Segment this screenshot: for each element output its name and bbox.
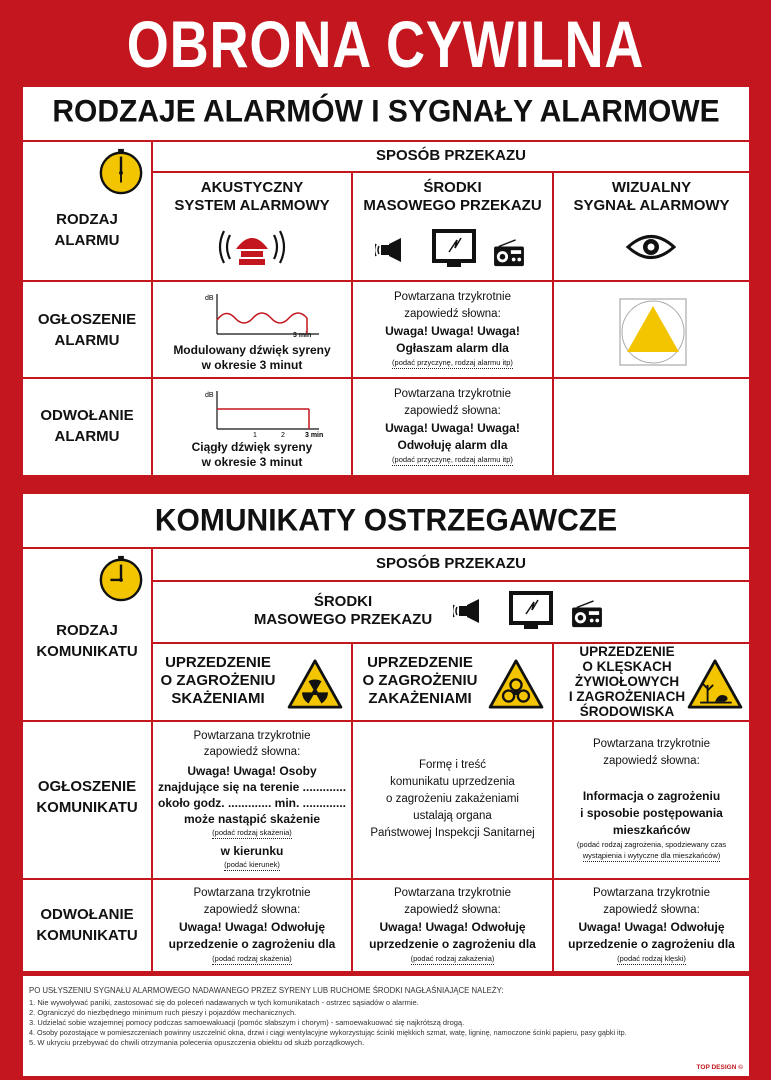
graph1-xlabel: 3 min	[293, 332, 312, 339]
sposob-przekazu-header: SPOSÓB PRZEKAZU	[375, 146, 526, 164]
graph1-caption: Modulowany dźwięk syreny w okresie 3 minut	[173, 343, 331, 372]
tv-icon	[508, 590, 554, 632]
megaphone-icon	[453, 596, 493, 626]
clock-icon	[97, 554, 145, 602]
col-disaster-header: UPRZEDZENIE O KLĘSKACH ŻYWIOŁOWYCH I ZAGROŻENIACH ŚRODOWISKA	[568, 643, 686, 719]
footer-item-4: 4. Osoby pozostające w pomieszczeniach powinny uszczelnić okna, drzwi i ciągi wentylacyjne wykorzystując ścinki miękkich szmat, watę, ligninę, namoczone ścinki papieru, pasy gąbki itp.	[29, 1028, 627, 1037]
siren-icon	[216, 225, 288, 269]
section-title-warnings: KOMUNIKATY OSTRZEGAWCZE	[154, 503, 618, 538]
graph1-ylabel: dB	[205, 295, 214, 302]
col-acoustic-header: AKUSTYCZNY SYSTEM ALARMOWY	[174, 179, 330, 214]
footer-item-2: 2. Ograniczyć do niezbędnego minimum ruch pieszy i pojazdów mechanicznych.	[29, 1008, 297, 1017]
radio-icon	[571, 600, 603, 628]
infection-cancel-message: Powtarzana trzykrotnie zapowiedź słowna: Uwaga! Uwaga! Odwołuję uprzedzenie o zagrożeniu dla (podać rodzaj zakażenia)	[369, 887, 536, 963]
warnings-panel	[23, 494, 749, 971]
contamination-announce-message: Powtarzana trzykrotnie zapowiedź słowna: Uwaga! Uwaga! Osoby znajdujące się na terenie ............. około godz. ............. min. ............. może nastąpić skażenie (podać rodzaj skażenia) w kierunku (podać kierunek)	[157, 729, 347, 869]
col-infection-header: UPRZEDZENIE O ZAGROŻENIU ZAKAŻENIAMI	[362, 654, 478, 707]
megaphone-icon	[375, 235, 415, 265]
brand-label: TOP DESIGN ©	[696, 1064, 743, 1071]
tv-icon	[431, 228, 477, 270]
row-header-rodzaj-alarmu: RODZAJ ALARMU	[54, 211, 120, 249]
footer-heading: PO USŁYSZENIU SYGNAŁU ALARMOWEGO NADAWANEGO PRZEZ SYRENY LUB RUCHOME ŚRODKI NAGŁAŚNIAJĄCE NALEŻY:	[29, 986, 504, 995]
footer-item-1: 1. Nie wywoływać paniki, zastosować się do poleceń nadawanych w tych komunikatach - ostrzec sąsiadów o alarmie.	[29, 998, 419, 1007]
radiation-warning-icon	[287, 659, 343, 709]
contamination-cancel-message: Powtarzana trzykrotnie zapowiedź słowna: Uwaga! Uwaga! Odwołuję uprzedzenie o zagrożeniu dla (podać rodzaj skażenia)	[168, 887, 336, 963]
infection-announce-message: Formę i treść komunikatu uprzedzenia o zagrożeniu zakażeniami ustalają organa Państwowej Inspekcji Sanitarnej	[370, 758, 535, 839]
alarm-types-panel	[23, 87, 749, 475]
graph2-tick-3: 3 min	[305, 432, 323, 437]
section-title-alarms: RODZAJE ALARMÓW I SYGNAŁY ALARMOWE	[52, 94, 720, 129]
row-header-odwolanie-alarmu: ODWOŁANIE ALARMU	[40, 407, 134, 445]
alarm-cancel-media-message: Powtarzana trzykrotnie zapowiedź słowna: Uwaga! Uwaga! Uwaga! Odwołuję alarm dla (podać przyczynę, rodzaj alarmu itp)	[385, 388, 520, 464]
radio-icon	[493, 239, 525, 267]
eye-icon	[626, 232, 676, 262]
media-header: ŚRODKI MASOWEGO PRZEKAZU	[253, 593, 433, 628]
environment-hazard-icon	[687, 659, 743, 709]
disaster-announce-message: Powtarzana trzykrotnie zapowiedź słowna: Informacja o zagrożeniu i sposobie postępowania mieszkańców (podać rodzaj zagrożenia, spodziewany czas wystąpienia i wytyczne dla mieszkańców)	[576, 738, 727, 860]
disaster-cancel-message: Powtarzana trzykrotnie zapowiedź słowna: Uwaga! Uwaga! Odwołuję uprzedzenie o zagrożeniu dla (podać rodzaj klęski)	[568, 887, 735, 963]
page-title: OBRONA CYWILNA	[126, 7, 645, 81]
graph2-tick-1: 1	[253, 432, 257, 437]
biohazard-warning-icon	[488, 659, 544, 709]
instructions-footer	[23, 976, 749, 1076]
row-header-odwolanie-komunikatu: ODWOŁANIE KOMUNIKATU	[36, 906, 138, 944]
yellow-triangle-sign	[619, 298, 687, 366]
continuous-signal-graph	[193, 387, 323, 437]
footer-item-5: 5. W ukryciu przebywać do chwili otrzymania polecenia opuszczenia obiektu od służb porządkowych.	[29, 1038, 365, 1047]
col-contamination-header: UPRZEDZENIE O ZAGROŻENIU SKAŻENIAMI	[160, 654, 276, 707]
alarm-announce-media-message: Powtarzana trzykrotnie zapowiedź słowna: Uwaga! Uwaga! Uwaga! Ogłaszam alarm dla (podać przyczynę, rodzaj alarmu itp)	[385, 291, 520, 367]
graph2-tick-2: 2	[281, 432, 285, 437]
col-media-header: ŚRODKI MASOWEGO PRZEKAZU	[363, 179, 542, 214]
row-header-ogloszenie-alarmu: OGŁOSZENIE ALARMU	[37, 311, 137, 349]
row-header-ogloszenie-komunikatu: OGŁOSZENIE KOMUNIKATU	[36, 778, 138, 816]
graph2-caption: Ciągły dźwięk syreny w okresie 3 minut	[191, 440, 313, 469]
graph2-ylabel: dB	[205, 392, 214, 399]
clock-icon	[97, 147, 145, 195]
sposob-przekazu-header-2: SPOSÓB PRZEKAZU	[375, 554, 526, 572]
row-header-rodzaj-komunikatu: RODZAJ KOMUNIKATU	[36, 622, 138, 660]
col-visual-header: WIZUALNY SYGNAŁ ALARMOWY	[573, 179, 730, 214]
footer-item-3: 3. Udzielać sobie wzajemnej pomocy podczas samoewakuacji (pomóc słabszym i chorym) - samoewakuować się najkrótszą drogą.	[29, 1018, 465, 1027]
